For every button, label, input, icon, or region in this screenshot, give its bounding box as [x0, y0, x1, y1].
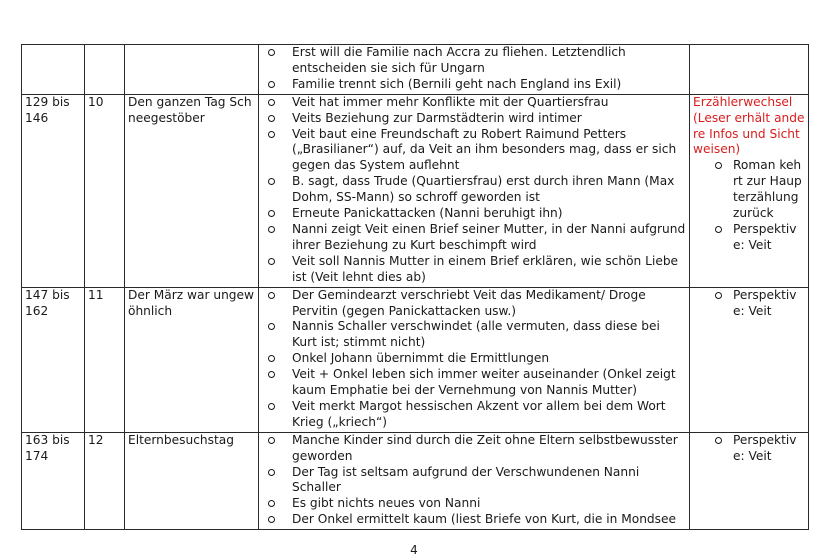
- event-item-text: Nanni zeigt Veit einen Brief seiner Mutter, in der Nanni aufgrund ihrer Beziehung zu Kurt beschimpft wird: [292, 221, 686, 252]
- pages-cell: [22, 287, 85, 432]
- note-item: [693, 433, 805, 465]
- note-item-text: Perspektive: Veit: [733, 221, 797, 252]
- event-item-text: Veit hat immer mehr Konflikte mit der Quartiersfrau: [292, 94, 609, 109]
- chapter-number: 12: [88, 432, 104, 447]
- circle-bullet-icon: [268, 49, 275, 56]
- circle-bullet-icon: [268, 403, 275, 410]
- event-item: [262, 351, 686, 367]
- event-item: [262, 319, 686, 351]
- page-number: 4: [410, 543, 418, 557]
- pages-cell: [22, 94, 85, 287]
- event-item: [262, 222, 686, 254]
- circle-bullet-icon: [715, 437, 722, 444]
- note-item: [693, 158, 805, 222]
- event-item-text: Familie trennt sich (Bernili geht nach England ins Exil): [292, 76, 622, 91]
- event-item: [262, 433, 686, 465]
- note-item: [693, 288, 805, 320]
- circle-bullet-icon: [268, 323, 275, 330]
- event-item-text: Nannis Schaller verschwindet (alle vermuten, dass diese bei Kurt ist; stimmt nicht): [292, 319, 660, 350]
- title-cell: [125, 432, 259, 529]
- event-item: [262, 174, 686, 206]
- page-range: 163 bis 174: [25, 432, 70, 463]
- circle-bullet-icon: [715, 292, 722, 299]
- circle-bullet-icon: [715, 226, 722, 233]
- circle-bullet-icon: [268, 210, 275, 217]
- title-cell: [125, 287, 259, 432]
- event-item-text: Veits Beziehung zur Darmstädterin wird intimer: [292, 110, 582, 125]
- event-item-text: Der Onkel ermittelt kaum (liest Briefe von Kurt, die in Mondsee: [292, 512, 677, 527]
- note-list: [693, 288, 805, 320]
- page-range: 147 bis 162: [25, 287, 70, 318]
- chapter-title: Elternbesuchstag: [128, 432, 234, 447]
- event-item-text: Der Tag ist seltsam aufgrund der Verschwundenen Nanni Schaller: [292, 464, 640, 495]
- circle-bullet-icon: [268, 355, 275, 362]
- event-list: [262, 95, 686, 286]
- table-row: [22, 287, 809, 432]
- table-body: [22, 45, 809, 530]
- chapter-cell: [85, 94, 125, 287]
- event-item: [262, 95, 686, 111]
- circle-bullet-icon: [268, 178, 275, 185]
- chapter-cell: [85, 45, 125, 95]
- circle-bullet-icon: [268, 99, 275, 106]
- note-item-text: Perspektive: Veit: [733, 432, 797, 463]
- event-item: [262, 288, 686, 320]
- event-item: [262, 367, 686, 399]
- circle-bullet-icon: [268, 115, 275, 122]
- chapter-summary-table: [21, 44, 809, 530]
- note-list: [693, 433, 805, 465]
- page-range: 129 bis 146: [25, 94, 70, 125]
- events-cell: [259, 94, 690, 287]
- title-cell: [125, 45, 259, 95]
- event-item: [262, 254, 686, 286]
- chapter-cell: [85, 432, 125, 529]
- event-item: [262, 206, 686, 222]
- circle-bullet-icon: [715, 162, 722, 169]
- chapter-title: Den ganzen Tag Schneegestöber: [128, 94, 252, 125]
- chapter-number: 10: [88, 94, 104, 109]
- event-item: [262, 45, 686, 77]
- circle-bullet-icon: [268, 516, 275, 523]
- pages-cell: [22, 45, 85, 95]
- circle-bullet-icon: [268, 226, 275, 233]
- notes-cell: [690, 287, 809, 432]
- event-item-text: Veit merkt Margot hessischen Akzent vor allem bei dem Wort Krieg („kriech“): [292, 398, 666, 429]
- event-item: [262, 496, 686, 512]
- event-item-text: B. sagt, dass Trude (Quartiersfrau) erst durch ihren Mann (Max Dohm, SS-Mann) so schroff geworden ist: [292, 174, 675, 205]
- event-item-text: Onkel Johann übernimmt die Ermittlungen: [292, 351, 550, 366]
- event-item-text: Veit baut eine Freundschaft zu Robert Raimund Petters („Brasilianer“) auf, da Veit an ihm besonders mag, dass er sich gegen das System auflehnt: [292, 126, 677, 173]
- event-item-text: Veit soll Nannis Mutter in einem Brief erklären, wie schön Liebe ist (Veit lehnt dies ab): [292, 253, 679, 284]
- circle-bullet-icon: [268, 437, 275, 444]
- table-row: [22, 432, 809, 529]
- circle-bullet-icon: [268, 258, 275, 265]
- event-item-text: Erst will die Familie nach Accra zu fliehen. Letztendlich entscheiden sie sich für Ungarn: [292, 45, 626, 75]
- event-item: [262, 399, 686, 431]
- notes-cell: [690, 432, 809, 529]
- event-item: [262, 512, 686, 528]
- event-item: [262, 111, 686, 127]
- event-list: [262, 288, 686, 431]
- circle-bullet-icon: [268, 292, 275, 299]
- event-list: [262, 433, 686, 528]
- circle-bullet-icon: [268, 500, 275, 507]
- event-item-text: Es gibt nichts neues von Nanni: [292, 496, 481, 511]
- event-list: [262, 45, 686, 93]
- event-item-text: Veit + Onkel leben sich immer weiter auseinander (Onkel zeigt kaum Emphatie bei der Vernehmung von Nannis Mutter): [292, 367, 676, 398]
- note-list: [693, 158, 805, 253]
- chapter-title: Der März war ungewöhnlich: [128, 287, 255, 318]
- narrator-change-note: Erzählerwechsel (Leser erhält andere Infos und Sichtweisen): [693, 94, 805, 157]
- events-cell: [259, 432, 690, 529]
- note-item-text: Roman kehrt zur Haupterzählung zurück: [733, 158, 802, 221]
- circle-bullet-icon: [268, 81, 275, 88]
- events-cell: [259, 287, 690, 432]
- chapter-cell: [85, 287, 125, 432]
- event-item-text: Manche Kinder sind durch die Zeit ohne Eltern selbstbewusster geworden: [292, 432, 678, 463]
- event-item: [262, 77, 686, 93]
- event-item-text: Erneute Panickattacken (Nanni beruhigt ihn): [292, 206, 563, 221]
- circle-bullet-icon: [268, 371, 275, 378]
- pages-cell: [22, 432, 85, 529]
- circle-bullet-icon: [268, 469, 275, 476]
- circle-bullet-icon: [268, 131, 275, 138]
- event-item: [262, 465, 686, 497]
- event-item: [262, 127, 686, 175]
- table-row: [22, 94, 809, 287]
- note-item: [693, 222, 805, 254]
- chapter-number: 11: [88, 287, 104, 302]
- notes-cell: [690, 94, 809, 287]
- title-cell: [125, 94, 259, 287]
- note-item-text: Perspektive: Veit: [733, 287, 797, 318]
- notes-cell: [690, 45, 809, 95]
- table-row: [22, 45, 809, 95]
- events-cell: [259, 45, 690, 95]
- event-item-text: Der Gemindearzt verschriebt Veit das Medikament/ Droge Pervitin (gegen Panickattacken usw.): [292, 287, 646, 318]
